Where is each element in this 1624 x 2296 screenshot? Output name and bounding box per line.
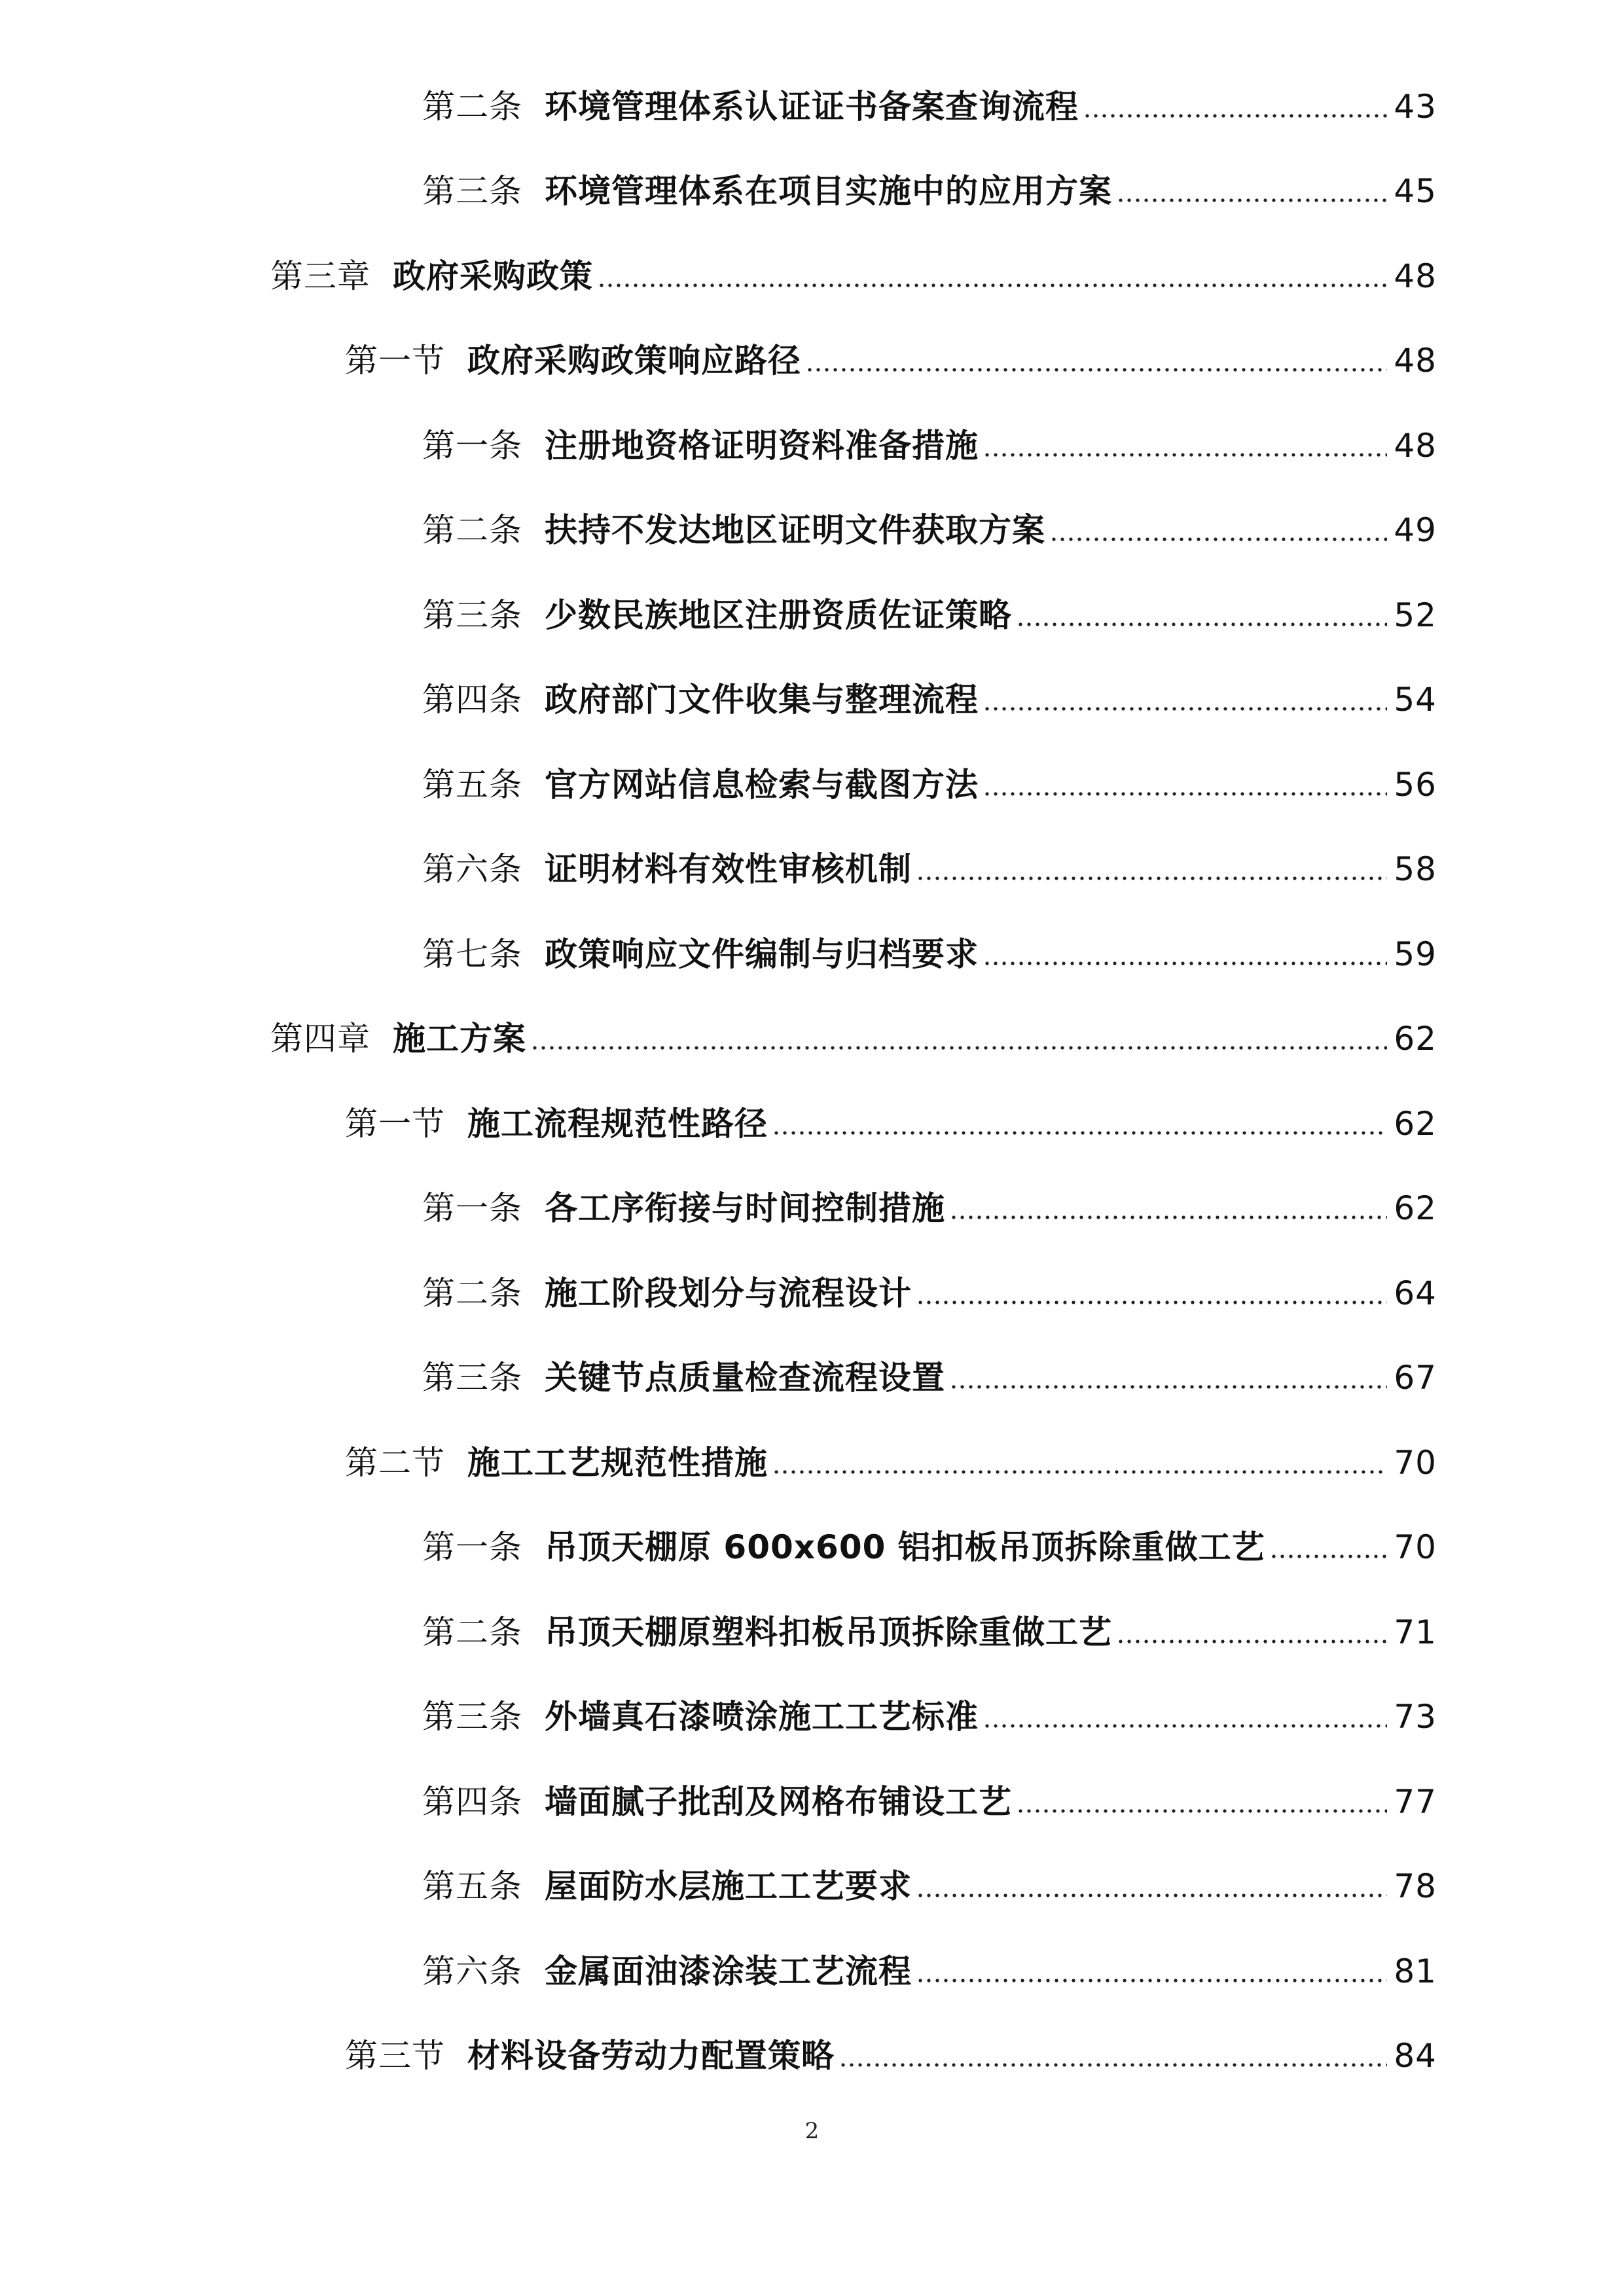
page-number: 2 — [804, 2118, 820, 2144]
toc-entry-title: 施工流程规范性路径 — [467, 1104, 768, 1143]
dot-leader — [918, 1277, 1387, 1310]
toc-entry-title: 屋面防水层施工工艺要求 — [545, 1867, 912, 1906]
toc-entry-number: 第三条 — [422, 1359, 522, 1397]
toc-entry-page: 64 — [1394, 1274, 1437, 1312]
toc-entry-page: 62 — [1394, 1189, 1437, 1228]
toc-entry-page: 70 — [1394, 1443, 1437, 1482]
toc-entry-number: 第七条 — [422, 935, 522, 973]
toc-entry[interactable] — [0, 1251, 1624, 1336]
toc-entry-number: 第六条 — [422, 1952, 522, 1990]
toc-entry-number: 第三条 — [422, 172, 522, 211]
table-of-contents — [0, 64, 1624, 2098]
dot-leader — [1019, 599, 1387, 632]
toc-entry-page: 52 — [1394, 596, 1437, 634]
toc-entry-title: 外墙真石漆喷涂施工工艺标准 — [545, 1698, 979, 1736]
toc-entry-number: 第四条 — [422, 681, 522, 719]
toc-entry-title: 吊顶天棚原 600x600 铝扣板吊顶拆除重做工艺 — [545, 1528, 1265, 1567]
toc-entry-page: 45 — [1394, 172, 1437, 211]
toc-entry[interactable] — [0, 234, 1624, 319]
toc-entry-page: 71 — [1394, 1613, 1437, 1651]
dot-leader — [841, 2039, 1387, 2072]
toc-entry-title: 环境管理体系在项目实施中的应用方案 — [545, 172, 1112, 211]
toc-entry[interactable] — [0, 827, 1624, 912]
toc-entry-title: 施工方案 — [393, 1020, 526, 1058]
dot-leader — [985, 429, 1387, 462]
dot-leader — [985, 938, 1387, 971]
toc-entry-number: 第二条 — [422, 1274, 522, 1312]
dot-leader — [1019, 1785, 1387, 1818]
toc-entry-title: 注册地资格证明资料准备措施 — [545, 426, 979, 465]
dot-leader — [985, 683, 1387, 716]
toc-entry-title: 少数民族地区注册资质佐证策略 — [545, 596, 1012, 634]
toc-entry-number: 第一节 — [345, 1104, 445, 1143]
toc-entry[interactable] — [0, 573, 1624, 658]
toc-entry-page: 77 — [1394, 1782, 1437, 1821]
toc-entry-page: 54 — [1394, 681, 1437, 719]
toc-entry[interactable] — [0, 1336, 1624, 1421]
toc-entry-title: 官方网站信息检索与截图方法 — [545, 765, 979, 804]
toc-entry-number: 第四章 — [270, 1020, 370, 1058]
toc-entry[interactable] — [0, 319, 1624, 404]
toc-entry-title: 关键节点质量检查流程设置 — [545, 1359, 945, 1397]
toc-entry-title: 吊顶天棚原塑料扣板吊顶拆除重做工艺 — [545, 1613, 1112, 1651]
toc-entry-number: 第二节 — [345, 1443, 445, 1482]
toc-entry-number: 第五条 — [422, 765, 522, 804]
toc-entry[interactable] — [0, 1590, 1624, 1675]
toc-entry[interactable] — [0, 403, 1624, 488]
dot-leader — [918, 1955, 1387, 1988]
toc-entry-title: 政府部门文件收集与整理流程 — [545, 681, 979, 719]
toc-entry[interactable] — [0, 149, 1624, 234]
toc-entry[interactable] — [0, 912, 1624, 997]
toc-entry-page: 78 — [1394, 1867, 1437, 1906]
toc-entry-page: 81 — [1394, 1952, 1437, 1990]
dot-leader — [774, 1446, 1387, 1479]
toc-entry-title: 施工阶段划分与流程设计 — [545, 1274, 912, 1312]
toc-entry[interactable] — [0, 1505, 1624, 1590]
toc-entry-page: 67 — [1394, 1359, 1437, 1397]
toc-entry-page: 59 — [1394, 935, 1437, 973]
toc-entry-title: 政策响应文件编制与归档要求 — [545, 935, 979, 973]
toc-entry-page: 48 — [1394, 426, 1437, 465]
dot-leader — [1119, 175, 1387, 207]
toc-entry-page: 62 — [1394, 1020, 1437, 1058]
toc-entry-title: 墙面腻子批刮及网格布铺设工艺 — [545, 1782, 1012, 1821]
toc-entry-title: 环境管理体系认证证书备案查询流程 — [545, 87, 1079, 126]
toc-entry-number: 第三章 — [270, 257, 370, 295]
toc-entry-number: 第三节 — [345, 2037, 445, 2075]
toc-entry[interactable] — [0, 2014, 1624, 2099]
dot-leader — [600, 260, 1387, 293]
toc-entry-number: 第一条 — [422, 1528, 522, 1567]
toc-entry[interactable] — [0, 1420, 1624, 1505]
toc-entry-number: 第三条 — [422, 1698, 522, 1736]
toc-entry[interactable] — [0, 1929, 1624, 2014]
toc-entry-page: 49 — [1394, 511, 1437, 550]
toc-entry[interactable] — [0, 64, 1624, 149]
toc-entry[interactable] — [0, 1081, 1624, 1166]
dot-leader — [952, 1192, 1387, 1225]
dot-leader — [1119, 1616, 1387, 1649]
toc-entry-title: 各工序衔接与时间控制措施 — [545, 1189, 945, 1228]
toc-entry[interactable] — [0, 1675, 1624, 1760]
toc-entry-title: 政府采购政策响应路径 — [467, 342, 801, 380]
toc-entry-page: 48 — [1394, 342, 1437, 380]
toc-entry-number: 第二条 — [422, 1613, 522, 1651]
dot-leader — [918, 853, 1387, 886]
toc-entry-title: 政府采购政策 — [393, 257, 593, 295]
toc-entry-number: 第三条 — [422, 596, 522, 634]
toc-entry[interactable] — [0, 1844, 1624, 1929]
toc-entry-title: 金属面油漆涂装工艺流程 — [545, 1952, 912, 1990]
dot-leader — [952, 1361, 1387, 1394]
dot-leader — [985, 768, 1387, 801]
dot-leader — [774, 1107, 1387, 1140]
toc-entry-title: 施工工艺规范性措施 — [467, 1443, 768, 1482]
dot-leader — [808, 344, 1387, 377]
toc-entry-title: 扶持不发达地区证明文件获取方案 — [545, 511, 1045, 550]
toc-entry-page: 84 — [1394, 2037, 1437, 2075]
toc-entry-page: 62 — [1394, 1104, 1437, 1143]
toc-entry-page: 43 — [1394, 87, 1437, 126]
toc-entry[interactable] — [0, 658, 1624, 743]
toc-entry-number: 第五条 — [422, 1867, 522, 1906]
toc-entry[interactable] — [0, 1759, 1624, 1844]
dot-leader — [918, 1870, 1387, 1903]
toc-entry-number: 第一节 — [345, 342, 445, 380]
toc-entry[interactable] — [0, 742, 1624, 827]
toc-entry-number: 第二条 — [422, 87, 522, 126]
toc-entry[interactable] — [0, 997, 1624, 1082]
dot-leader — [1085, 90, 1387, 123]
toc-entry[interactable] — [0, 1166, 1624, 1251]
toc-entry-number: 第六条 — [422, 850, 522, 889]
toc-entry-number: 第二条 — [422, 511, 522, 550]
toc-entry-number: 第一条 — [422, 1189, 522, 1228]
toc-entry-title: 证明材料有效性审核机制 — [545, 850, 912, 889]
toc-entry[interactable] — [0, 488, 1624, 573]
dot-leader — [1272, 1531, 1388, 1564]
toc-entry-title: 材料设备劳动力配置策略 — [467, 2037, 835, 2075]
dot-leader — [533, 1022, 1387, 1055]
dot-leader — [985, 1700, 1387, 1733]
toc-entry-page: 73 — [1394, 1698, 1437, 1736]
toc-entry-number: 第四条 — [422, 1782, 522, 1821]
toc-entry-page: 48 — [1394, 257, 1437, 295]
dot-leader — [1052, 514, 1387, 547]
toc-entry-page: 58 — [1394, 850, 1437, 889]
toc-entry-page: 70 — [1394, 1528, 1437, 1567]
toc-entry-number: 第一条 — [422, 426, 522, 465]
toc-entry-page: 56 — [1394, 765, 1437, 804]
